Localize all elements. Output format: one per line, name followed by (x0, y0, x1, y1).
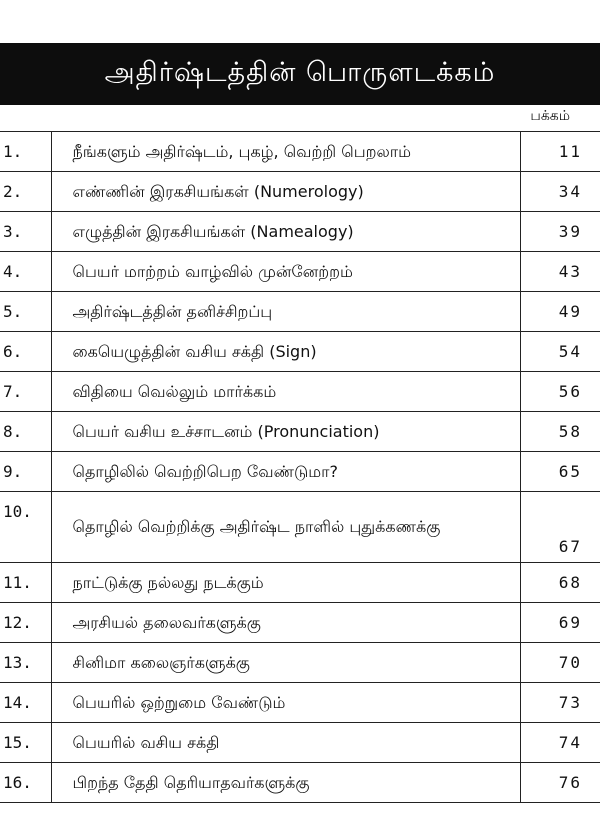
entry-number: 8. (0, 412, 51, 452)
entry-number: 3. (0, 212, 51, 252)
entry-page: 67 (520, 492, 600, 563)
table-row (0, 372, 600, 412)
table-row (0, 563, 600, 603)
entry-title: நாட்டுக்கு நல்லது நடக்கும் (51, 563, 520, 603)
entry-title: எண்ணின் இரகசியங்கள் (Numerology) (51, 172, 520, 212)
entry-number: 12. (0, 603, 51, 643)
title-banner (0, 43, 600, 105)
entry-title: பெயரில் ஒற்றுமை வேண்டும் (51, 683, 520, 723)
entry-number: 5. (0, 292, 51, 332)
table-row (0, 252, 600, 292)
table-row (0, 212, 600, 252)
entry-page: 54 (520, 332, 600, 372)
table-row (0, 723, 600, 763)
entry-title: நீங்களும் அதிர்ஷ்டம், புகழ், வெற்றி பெறலாம் (51, 132, 520, 172)
table-row (0, 603, 600, 643)
entry-number: 14. (0, 683, 51, 723)
entry-title: விதியை வெல்லும் மார்க்கம் (51, 372, 520, 412)
entry-number: 6. (0, 332, 51, 372)
entry-page: 73 (520, 683, 600, 723)
table-row (0, 412, 600, 452)
table-row (0, 132, 600, 172)
entry-title: பெயர் வசிய உச்சாடனம் (Pronunciation) (51, 412, 520, 452)
entry-page: 76 (520, 763, 600, 803)
entry-title: அதிர்ஷ்டத்தின் தனிச்சிறப்பு (51, 292, 520, 332)
entry-page: 68 (520, 563, 600, 603)
entry-number: 4. (0, 252, 51, 292)
table-row (0, 683, 600, 723)
entry-number: 16. (0, 763, 51, 803)
entry-number: 13. (0, 643, 51, 683)
table-row (0, 643, 600, 683)
entry-page: 70 (520, 643, 600, 683)
entry-page: 69 (520, 603, 600, 643)
table-row (0, 172, 600, 212)
entry-number: 10. (0, 492, 51, 563)
entry-page: 34 (520, 172, 600, 212)
entry-title: பெயரில் வசிய சக்தி (51, 723, 520, 763)
entry-page: 74 (520, 723, 600, 763)
table-row (0, 292, 600, 332)
entry-title: பிறந்த தேதி தெரியாதவர்களுக்கு (51, 763, 520, 803)
entry-number: 1. (0, 132, 51, 172)
entry-page: 11 (520, 132, 600, 172)
entry-title: சினிமா கலைஞர்களுக்கு (51, 643, 520, 683)
entry-number: 15. (0, 723, 51, 763)
entry-number: 2. (0, 172, 51, 212)
entry-title: தொழில் வெற்றிக்கு அதிர்ஷ்ட நாளில் புதுக்கணக்கு (51, 492, 520, 563)
entry-number: 11. (0, 563, 51, 603)
page-column-label: பக்கம் (530, 108, 570, 124)
entry-page: 39 (520, 212, 600, 252)
table-row (0, 452, 600, 492)
entry-title: தொழிலில் வெற்றிபெற வேண்டுமா? (51, 452, 520, 492)
entry-title: எழுத்தின் இரகசியங்கள் (Namealogy) (51, 212, 520, 252)
entry-page: 49 (520, 292, 600, 332)
contents-table (0, 131, 600, 803)
entry-page: 56 (520, 372, 600, 412)
table-row (0, 332, 600, 372)
entry-title: அரசியல் தலைவர்களுக்கு (51, 603, 520, 643)
entry-title: பெயர் மாற்றம் வாழ்வில் முன்னேற்றம் (51, 252, 520, 292)
entry-number: 7. (0, 372, 51, 412)
entry-page: 58 (520, 412, 600, 452)
entry-page: 43 (520, 252, 600, 292)
entry-page: 65 (520, 452, 600, 492)
table-row (0, 492, 600, 563)
page-title: அதிர்ஷ்டத்தின் பொருளடக்கம் (104, 56, 496, 88)
entry-title: கையெழுத்தின் வசிய சக்தி (Sign) (51, 332, 520, 372)
entry-number: 9. (0, 452, 51, 492)
table-row (0, 763, 600, 803)
